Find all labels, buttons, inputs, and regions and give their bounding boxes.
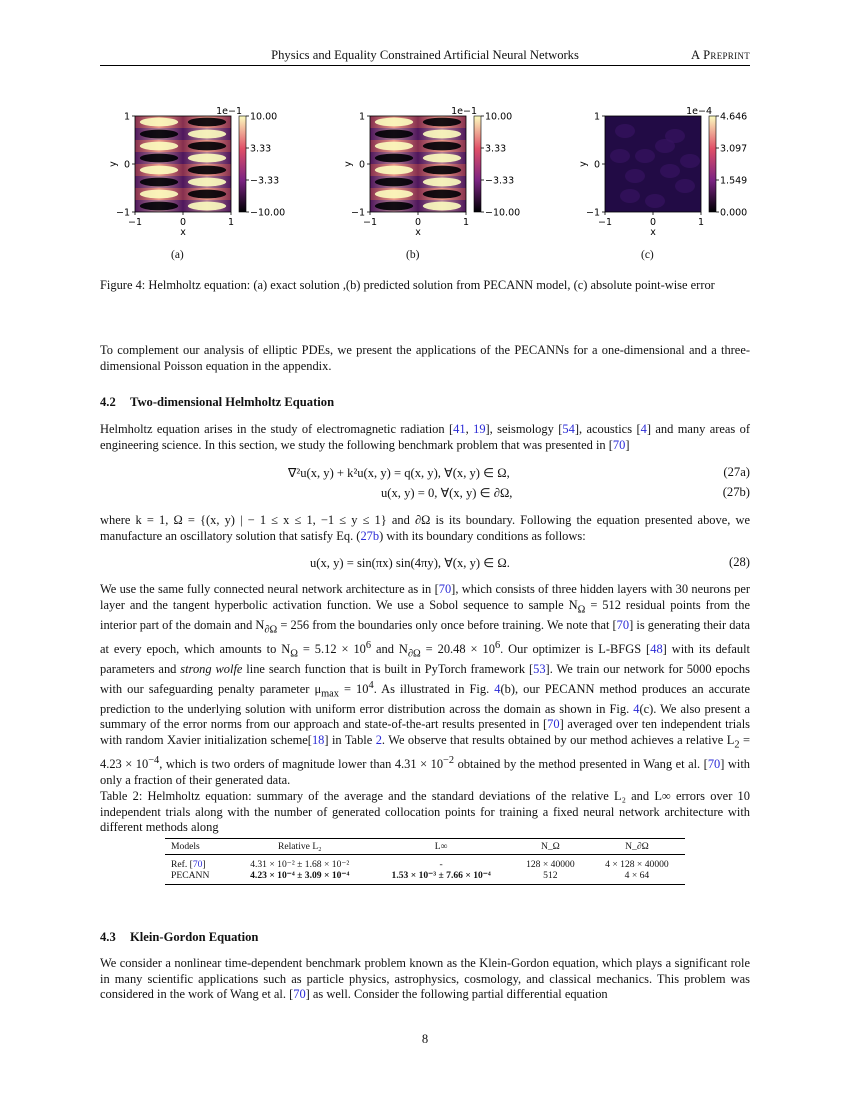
heatmap-lobe	[423, 142, 461, 151]
paragraph-method: We use the same fully connected neural network architecture as in [70], which consists of three hidden layers with 30 neurons per layer and the tangent hyperbolic activation function. We use a Sobol sequence to sample $N_\Omega = 512$ residual points from the interior part of the domain and $N_{\partial\Omega} = 256$ from the boundaries only once before training. We note that [70] is generating their data at every epoch, which amounts to $N_\Omega = 5.12 \times 10^6$ and $N_{\partial\Omega} = 20.48 \times 10^6$. Our optimizer is L-BFGS [48] with its default parameters and strong wolfe line search function that is built in PyTorch framework [53]. We train our network for 5000 epochs with our safeguarding penalty parameter $\mu_{max} = 10^4$. As illustrated in Fig. 4(b), our PECANN method produces an accurate prediction to the underlying solution with uniform error distribution across the domain as shown in Fig. 4(c). We also present a summary of the error norms from our approach and state-of-the-art results presented in [70] averaged over ten independent trials with random Xavier initialization scheme[18] in Table 2. We observe that results obtained by our method achieves a relative $L_2 = 4.23 \times 10^{-4}$, which is two orders of magnitude lower than $4.31 \times 10^{-2}$ obtained by the method presented in Wang et al. [70] with only a fraction of their generated data.	[100, 582, 751, 787]
heatmap-lobe	[375, 118, 413, 127]
heatmap-lobe	[140, 130, 178, 139]
colorbar-tick-label: 10.00	[485, 111, 513, 123]
y-tick-label: 0	[593, 159, 600, 171]
cell-rel: 4.23 × 10⁻⁴ ± 3.09 × 10⁻⁴	[250, 870, 350, 881]
heatmap-lobe	[140, 118, 178, 127]
table-link[interactable]: 2	[375, 732, 382, 747]
heatmap-lobe	[423, 118, 461, 127]
heatmap-lobe	[140, 166, 178, 175]
citation-link[interactable]: 54	[562, 422, 575, 436]
citation-link[interactable]: 4	[640, 422, 647, 436]
heatmap-lobe	[188, 142, 226, 151]
citation-link[interactable]: 70	[438, 582, 452, 596]
section-title: Two-dimensional Helmholtz Equation	[130, 395, 335, 409]
table-caption: Table 2: Helmholtz equation: summary of the average and the standard deviations of the relative L₂ and L∞ errors over 10 independent trials along with the number of generated collocation points for training a fixed neural network architecture with different methods along	[100, 789, 750, 835]
colorbar-tick-label: 4.646	[720, 111, 748, 123]
equation-28-number: (28)	[729, 555, 750, 569]
x-tick-label: 0	[649, 217, 657, 228]
citation-link[interactable]: 70	[192, 859, 203, 870]
heatmap-lobe	[423, 178, 461, 187]
col-n-domega: N_∂Ω	[625, 841, 649, 852]
running-header	[100, 48, 750, 66]
heatmap-lobe	[375, 154, 413, 163]
citation-link[interactable]: 70	[612, 437, 626, 452]
col-models: Models	[171, 841, 200, 852]
heatmap-lobe	[423, 154, 461, 163]
y-tick-label: −1	[350, 207, 365, 219]
heatmap-lobe	[188, 118, 226, 127]
intro-paragraph: To complement our analysis of elliptic PDEs, we present the applications of the PECANNs for a one-dimensional and a three-dimensional Poisson equation in the appendix.	[100, 343, 750, 373]
section-title: Klein-Gordon Equation	[130, 930, 259, 944]
cell-ndomega: 4 × 128 × 40000	[605, 859, 669, 870]
citation-link[interactable]: 70	[616, 617, 630, 632]
cell-model: Ref. [70]	[171, 859, 206, 870]
heatmap-lobe	[188, 154, 226, 163]
colorbar	[709, 116, 716, 212]
section-number: 4.3	[100, 930, 116, 944]
heatmap-lobe	[188, 166, 226, 175]
colorbar-tick-label: 0.000	[720, 207, 748, 219]
cell-nomega: 512	[543, 870, 558, 881]
figure-link[interactable]: 4	[494, 681, 501, 696]
figure-link[interactable]: 4	[633, 701, 640, 716]
colorbar-tick-label: −3.33	[250, 175, 280, 187]
y-axis-label: y	[578, 161, 589, 167]
y-tick-label: 1	[123, 111, 130, 123]
y-tick-label: 1	[358, 111, 365, 123]
cell-ndomega: 4 × 64	[624, 870, 650, 881]
figure-panel-c	[567, 104, 767, 274]
header-title: Physics and Equality Constrained Artificial Neural Networks	[271, 48, 579, 62]
panel-label: (a)	[171, 249, 184, 261]
equation-link[interactable]: 27b	[360, 528, 380, 543]
header-rule	[100, 65, 750, 66]
cell-model: PECANN	[171, 870, 210, 881]
cell-nomega: 128 × 40000	[526, 859, 575, 870]
col-n-omega: N_Ω	[540, 841, 560, 852]
x-tick-label: 1	[697, 217, 705, 228]
paragraph-manufactured-solution: where k = 1, Ω = {(x, y) | − 1 ≤ x ≤ 1, −1 ≤ y ≤ 1} and ∂Ω is its boundary. Following the equation presented above, we manufacture an oscillatory solution that satisfy Eq. (27b) with its boundary conditions as follows:	[100, 513, 750, 543]
heatmap-lobe	[140, 202, 178, 211]
citation-link[interactable]: 70	[707, 757, 721, 772]
section-4-2-heading	[100, 395, 334, 410]
citation-link[interactable]: 41	[453, 422, 466, 436]
x-axis-label: x	[415, 227, 421, 238]
heatmap-lobe	[188, 202, 226, 211]
colorbar-scale-label: 1e−1	[216, 106, 242, 117]
heatmap-lobe	[188, 178, 226, 187]
figure-panel-b	[332, 104, 532, 274]
colorbar-tick-label: −10.00	[250, 207, 286, 219]
error-shade	[605, 116, 701, 212]
heatmap-lobe	[375, 142, 413, 151]
citation-link[interactable]: 53	[533, 661, 546, 676]
x-axis-label: x	[180, 227, 186, 238]
figure-caption: Figure 4: Helmholtz equation: (a) exact solution ,(b) predicted solution from PECANN model, (c) absolute point-wise error	[100, 278, 715, 292]
heatmap-lobe	[423, 130, 461, 139]
panel-label: (c)	[641, 249, 654, 261]
y-tick-label: −1	[115, 207, 130, 219]
cell-linf: -	[439, 859, 443, 870]
col-relative-l2: Relative L₂	[277, 841, 322, 852]
heatmap-lobe	[423, 202, 461, 211]
heatmap-lobe	[375, 202, 413, 211]
col-linf: L∞	[434, 841, 448, 852]
heatmap-lobe	[140, 178, 178, 187]
cell-linf: 1.53 × 10⁻³ ± 7.66 × 10⁻⁴	[391, 870, 491, 881]
heatmap-lobe	[423, 190, 461, 199]
heatmap-lobe	[140, 190, 178, 199]
equation-27b: u(x, y) = 0, ∀(x, y) ∈ ∂Ω,	[381, 486, 513, 500]
panel-label: (b)	[406, 249, 420, 261]
section-number: 4.2	[100, 395, 116, 409]
x-axis-label: x	[650, 227, 656, 238]
equation-28: u(x, y) = sin(πx) sin(4πy), ∀(x, y) ∈ Ω.	[310, 556, 510, 570]
citation-link[interactable]: 70	[547, 717, 560, 732]
section-4-3-heading	[100, 930, 258, 945]
colorbar-scale-label: 1e−4	[686, 106, 712, 117]
y-axis-label: y	[343, 161, 354, 167]
citation-link[interactable]: 48	[650, 641, 663, 656]
y-tick-label: 1	[593, 111, 600, 123]
colorbar-tick-label: 3.33	[485, 143, 507, 155]
heatmap-lobe	[140, 142, 178, 151]
cell-rel: 4.31 × 10⁻² ± 1.68 × 10⁻²	[250, 859, 350, 870]
heatmap-lobe	[140, 154, 178, 163]
heatmap-lobe	[375, 130, 413, 139]
paragraph-klein-gordon: We consider a nonlinear time-dependent benchmark problem known as the Klein-Gordon equation, which plays a significant role in many scientific applications such as particle physics, astrophysics, cosmology, and classical mechanics. This problem was considered in the work of Wang et al. [70] as well. Consider the following partial differential equation	[100, 956, 750, 1002]
colorbar-tick-label: 1.549	[720, 175, 748, 187]
results-table	[165, 838, 685, 885]
colorbar	[239, 116, 246, 212]
x-tick-label: 0	[179, 217, 187, 228]
y-tick-label: −1	[585, 207, 600, 219]
colorbar-scale-label: 1e−1	[451, 106, 477, 117]
paragraph-helmholtz-intro: Helmholtz equation arises in the study of electromagnetic radiation [41, 19], seismology [54], acoustics [4] and many areas of engineering science. In this section, we study the following benchmark problem that was presented in [70]	[100, 422, 751, 452]
equation-27b-number: (27b)	[722, 485, 750, 499]
colorbar	[474, 116, 481, 212]
x-tick-label: 1	[462, 217, 470, 228]
y-tick-label: 0	[358, 159, 365, 171]
table-row	[165, 855, 685, 871]
citation-link[interactable]: 70	[293, 987, 306, 1002]
citation-link[interactable]: 19	[473, 422, 486, 436]
heatmap-lobe	[188, 190, 226, 199]
equation-27a-number: (27a)	[723, 465, 750, 479]
colorbar-tick-label: 10.00	[250, 111, 278, 123]
y-axis-label: y	[108, 161, 119, 167]
heatmap-lobe	[375, 178, 413, 187]
heatmap-lobe	[423, 166, 461, 175]
colorbar-tick-label: −10.00	[485, 207, 521, 219]
x-tick-label: 0	[414, 217, 422, 228]
x-tick-label: −1	[362, 217, 378, 228]
heatmap-lobe	[375, 166, 413, 175]
header-preprint: A Preprint	[690, 48, 750, 62]
heatmap-lobe	[188, 130, 226, 139]
colorbar-tick-label: 3.097	[720, 143, 748, 155]
heatmap-lobe	[375, 190, 413, 199]
page-number: 8	[421, 1032, 429, 1046]
figure-panel-a	[97, 104, 297, 274]
colorbar-tick-label: 3.33	[250, 143, 272, 155]
table-row	[165, 870, 685, 885]
equation-27a: ∇²u(x, y) + k²u(x, y) = q(x, y), ∀(x, y) ∈ Ω,	[288, 466, 510, 480]
y-tick-label: 0	[123, 159, 130, 171]
x-tick-label: 1	[227, 217, 235, 228]
citation-link[interactable]: 18	[311, 732, 325, 747]
colorbar-tick-label: −3.33	[485, 175, 515, 187]
x-tick-label: −1	[127, 217, 143, 228]
x-tick-label: −1	[597, 217, 613, 228]
